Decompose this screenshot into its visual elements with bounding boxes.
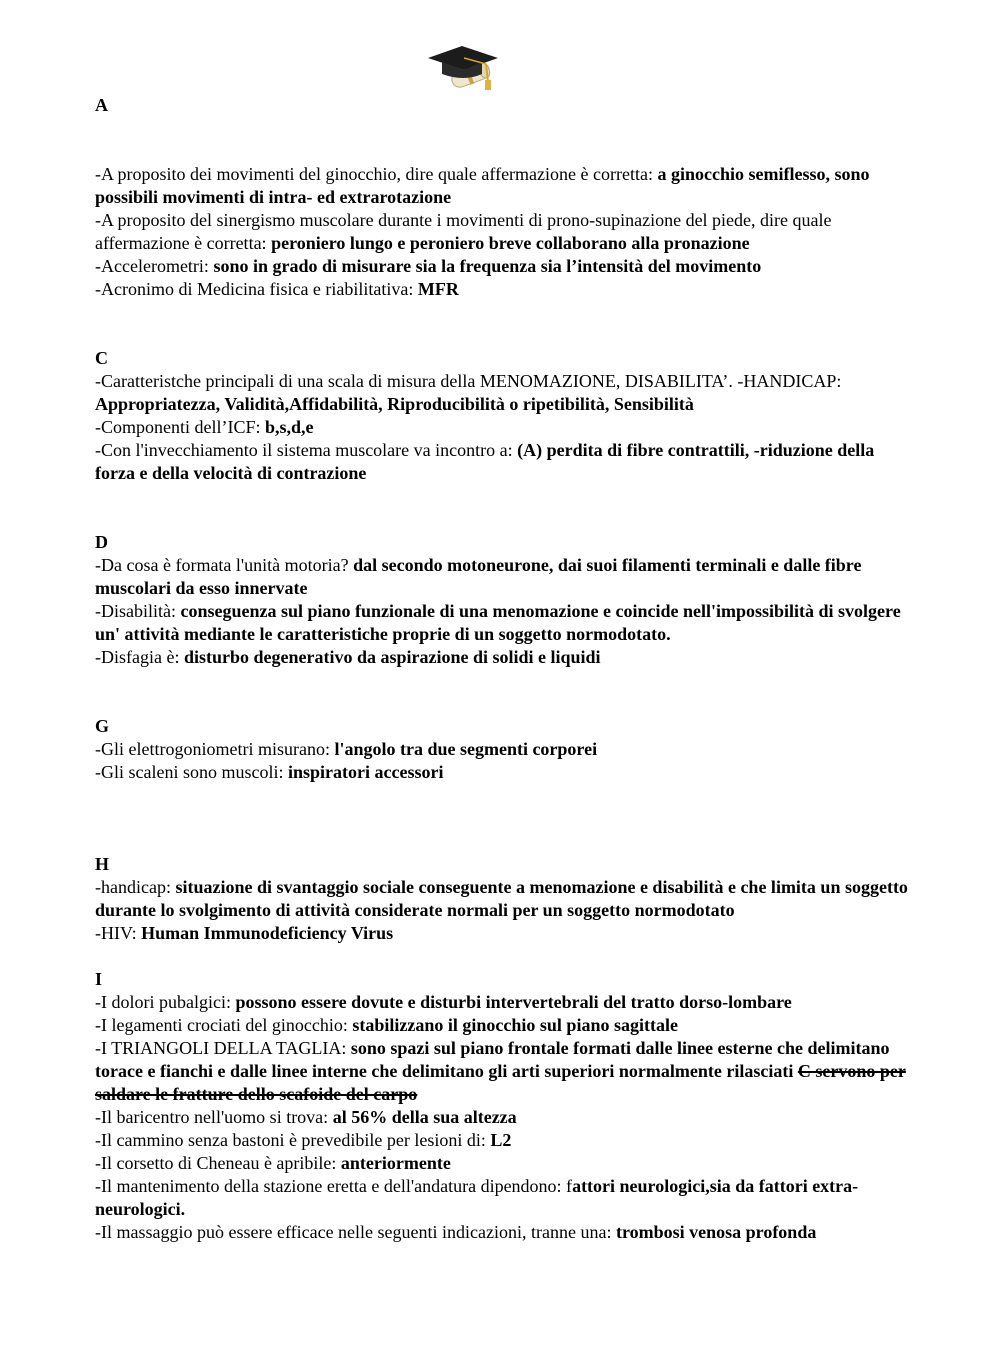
answer-text: disturbo degenerativo da aspirazione di solidi e liquidi [183, 647, 601, 667]
section-letter: I [95, 969, 103, 989]
list-item [95, 439, 910, 485]
question-text: -Disabilità: [95, 601, 181, 621]
answer-text: al 56% della sua altezza [332, 1107, 517, 1127]
list-item [95, 876, 910, 922]
question-text: -Il mantenimento della stazione eretta e dell'andatura dipendono: f [95, 1176, 573, 1196]
list-item [95, 1014, 910, 1037]
answer-text: l'angolo tra due segmenti corporei [334, 739, 598, 759]
question-text: -I TRIANGOLI DELLA TAGLIA: [95, 1038, 351, 1058]
list-item [95, 922, 910, 945]
question-text: -HIV: [95, 923, 142, 943]
answer-text: a ginocchio semiflesso, sono possibili movimenti di intra- ed extrarotazione [95, 164, 870, 207]
answer-text: sono spazi sul piano frontale formati dalle linee esterne che delimitano torace e fianchi e dalle linee interne che delimitano gli arti superiori normalmente rilasciati [95, 1038, 890, 1081]
list-item [95, 1106, 910, 1129]
question-text: -Componenti dell’ICF: [95, 417, 265, 437]
answer-text: anteriormente [340, 1153, 451, 1173]
question-text: -I legamenti crociati del ginocchio: [95, 1015, 353, 1035]
question-text: -Disfagia è: [95, 647, 184, 667]
section-i [95, 968, 910, 1244]
list-item [95, 1175, 910, 1221]
question-text: -Gli scaleni sono muscoli: [95, 762, 288, 782]
graduation-cap-icon [424, 42, 502, 98]
question-text: -Con l'invecchiamento il sistema muscolare va incontro a: [95, 440, 518, 460]
list-item [95, 1129, 910, 1152]
answer-text: L2 [490, 1130, 512, 1150]
answer-text: possono essere dovute e disturbi intervertebrali del tratto dorso-lombare [235, 992, 792, 1012]
list-item [95, 554, 910, 600]
question-text: -handicap: [95, 877, 176, 897]
question-text: -Il cammino senza bastoni è prevedibile per lesioni di: [95, 1130, 491, 1150]
question-text: -I dolori pubalgici: [95, 992, 236, 1012]
answer-text: peroniero lungo e peroniero breve collaborano alla pronazione [271, 233, 750, 253]
list-item [95, 738, 910, 761]
question-text: -A proposito dei movimenti del ginocchio, dire quale affermazione è corretta: [95, 164, 658, 184]
question-text: -Accelerometri: [95, 256, 214, 276]
list-item [95, 255, 910, 278]
list-item [95, 1037, 910, 1106]
question-text: -Il baricentro nell'uomo si trova: [95, 1107, 333, 1127]
answer-text: b,s,d,e [265, 417, 314, 437]
section-a [95, 94, 910, 301]
list-item [95, 416, 910, 439]
section-d [95, 531, 910, 669]
answer-text: MFR [417, 279, 459, 299]
list-item [95, 370, 910, 416]
list-item [95, 991, 910, 1014]
answer-text: trombosi venosa profonda [615, 1222, 817, 1242]
question-text: -Gli elettrogoniometri misurano: [95, 739, 335, 759]
answer-text: inspiratori accessori [287, 762, 444, 782]
answer-text: stabilizzano il ginocchio sul piano sagittale [352, 1015, 678, 1035]
answer-text: sono in grado di misurare sia la frequenza sia l’intensità del movimento [213, 256, 762, 276]
question-text: -Caratteristche principali di una scala di misura della MENOMAZIONE, DISABILITA’. -HANDICAP: [95, 371, 842, 391]
section-c [95, 347, 910, 485]
question-text: -Acronimo di Medicina fisica e riabilitativa: [95, 279, 418, 299]
question-text: -A proposito del sinergismo muscolare durante i movimenti di prono-supinazione del piede, dire quale affermazione è corretta: [95, 210, 832, 253]
list-item [95, 1152, 910, 1175]
answer-text: conseguenza sul piano funzionale di una menomazione e coincide nell'impossibilità di svolgere un' attività mediante le caratteristiche proprie di un soggetto normodotato. [95, 601, 901, 644]
question-text: -Il corsetto di Cheneau è apribile: [95, 1153, 341, 1173]
question-text: -Da cosa è formata l'unità motoria? [95, 555, 354, 575]
section-letter: H [95, 854, 110, 874]
list-item [95, 646, 910, 669]
question-text: -Il massaggio può essere efficace nelle seguenti indicazioni, tranne una: [95, 1222, 616, 1242]
section-g [95, 715, 910, 784]
document-body [95, 94, 910, 1244]
answer-text: Human Immunodeficiency Virus [141, 923, 394, 943]
answer-text: dal secondo motoneurone, dai suoi filamenti terminali e dalle fibre muscolari da esso innervate [95, 555, 862, 598]
answer-text: attori neurologici,sia da fattori extra-neurologici. [95, 1176, 859, 1219]
list-item [95, 209, 910, 255]
section-letter: D [95, 532, 108, 552]
list-item [95, 600, 910, 646]
list-item [95, 163, 910, 209]
list-item [95, 761, 910, 784]
answer-text: situazione di svantaggio sociale conseguente a menomazione e disabilità e che limita un soggetto durante lo svolgimento di attività considerate normali per un soggetto normodotato [95, 877, 908, 920]
list-item [95, 278, 910, 301]
section-letter: G [95, 716, 110, 736]
answer-text: Appropriatezza, Validità,Affidabilità, Riproducibilità o ripetibilità, Sensibilità [95, 394, 694, 414]
section-letter: A [95, 95, 108, 115]
section-letter: C [95, 348, 108, 368]
list-item [95, 1221, 910, 1244]
struck-text: C servono per saldare le fratture dello scafoide del carpo [95, 1061, 906, 1104]
answer-text: (A) perdita di fibre contrattili, -riduzione della forza e della velocità di contrazione [95, 440, 875, 483]
section-h [95, 853, 910, 945]
